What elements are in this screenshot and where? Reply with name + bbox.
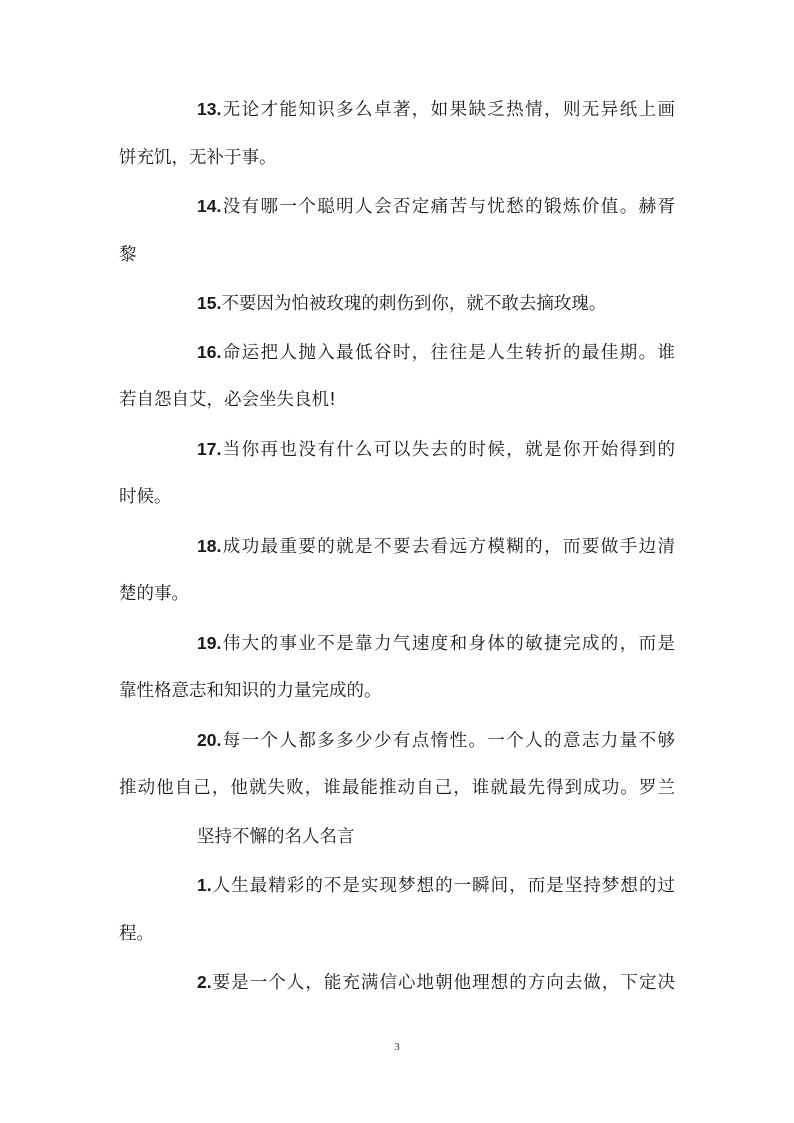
page-number: 3 (394, 1041, 400, 1053)
quote-number: 15. (197, 293, 222, 313)
quote-text: 推动他自己，他就失败，谁最能推动自己，谁就最先得到成功。罗兰 (119, 778, 675, 798)
quote-text: 人生最精彩的不是实现梦想的一瞬间，而是坚持梦想的过 (211, 876, 675, 896)
quote-line-start (119, 529, 675, 578)
quote-text: 时候。 (119, 487, 172, 507)
quote-number: 1. (197, 875, 212, 895)
quote-line-continuation (119, 820, 675, 869)
quote-text: 成功最重要的就是不要去看远方模糊的，而要做手边清 (221, 536, 675, 557)
quote-text: 命运把人抛入最低谷时，往往是人生转折的最佳期。谁 (221, 342, 675, 363)
quote-line-start (119, 965, 675, 1014)
quote-text: 楚的事。 (119, 584, 189, 604)
quote-number: 13. (197, 99, 222, 119)
quote-text: 若自怨自艾，必会坐失良机! (119, 390, 337, 410)
quote-text: 饼充饥，无补于事。 (119, 147, 277, 168)
quote-number: 16. (197, 341, 222, 362)
quote-line-continuation (119, 917, 675, 966)
quote-line-start (119, 868, 675, 917)
quote-text: 程。 (119, 923, 154, 944)
quote-number: 20. (197, 729, 222, 750)
quote-text: 要是一个人，能充满信心地朝他理想的方向去做，下定决 (211, 973, 675, 993)
quote-number: 18. (197, 535, 222, 556)
quote-line-continuation (119, 674, 675, 723)
quote-line-continuation (119, 238, 675, 287)
quote-line-start (119, 92, 675, 141)
quote-line-start (119, 723, 675, 772)
quote-line-start (119, 432, 675, 481)
quote-text: 每一个人都多多少少有点惰性。一个人的意志力量不够 (221, 730, 675, 751)
quote-line-start (119, 335, 675, 384)
quote-line-continuation (119, 480, 675, 529)
quote-line-start (119, 286, 675, 335)
quote-number: 19. (197, 632, 222, 653)
quote-number: 14. (197, 196, 222, 216)
quote-text: 无论才能知识多么卓著，如果缺乏热情，则无异纸上画 (221, 100, 675, 120)
quote-text: 坚持不懈的名人名言 (197, 826, 355, 847)
quote-text: 黎 (119, 244, 137, 265)
quote-text: 伟大的事业不是靠力气速度和身体的敏捷完成的，而是 (221, 633, 675, 654)
quote-number: 17. (197, 438, 222, 459)
quote-line-start (119, 626, 675, 675)
quote-line-start (119, 189, 675, 238)
quote-line-continuation (119, 771, 675, 820)
quote-line-continuation (119, 383, 675, 432)
quote-text: 当你再也没有什么可以失去的时候，就是你开始得到的 (221, 439, 675, 460)
quote-text: 靠性格意志和知识的力量完成的。 (119, 681, 382, 701)
quote-line-continuation (119, 577, 675, 626)
quote-number: 2. (197, 972, 212, 992)
quote-text: 没有哪一个聪明人会否定痛苦与忧愁的锻炼价值。赫胥 (221, 197, 675, 217)
document-body (119, 92, 675, 1014)
quote-text: 不要因为怕被玫瑰的刺伤到你，就不敢去摘玫瑰。 (221, 294, 607, 314)
quote-line-continuation (119, 141, 675, 190)
